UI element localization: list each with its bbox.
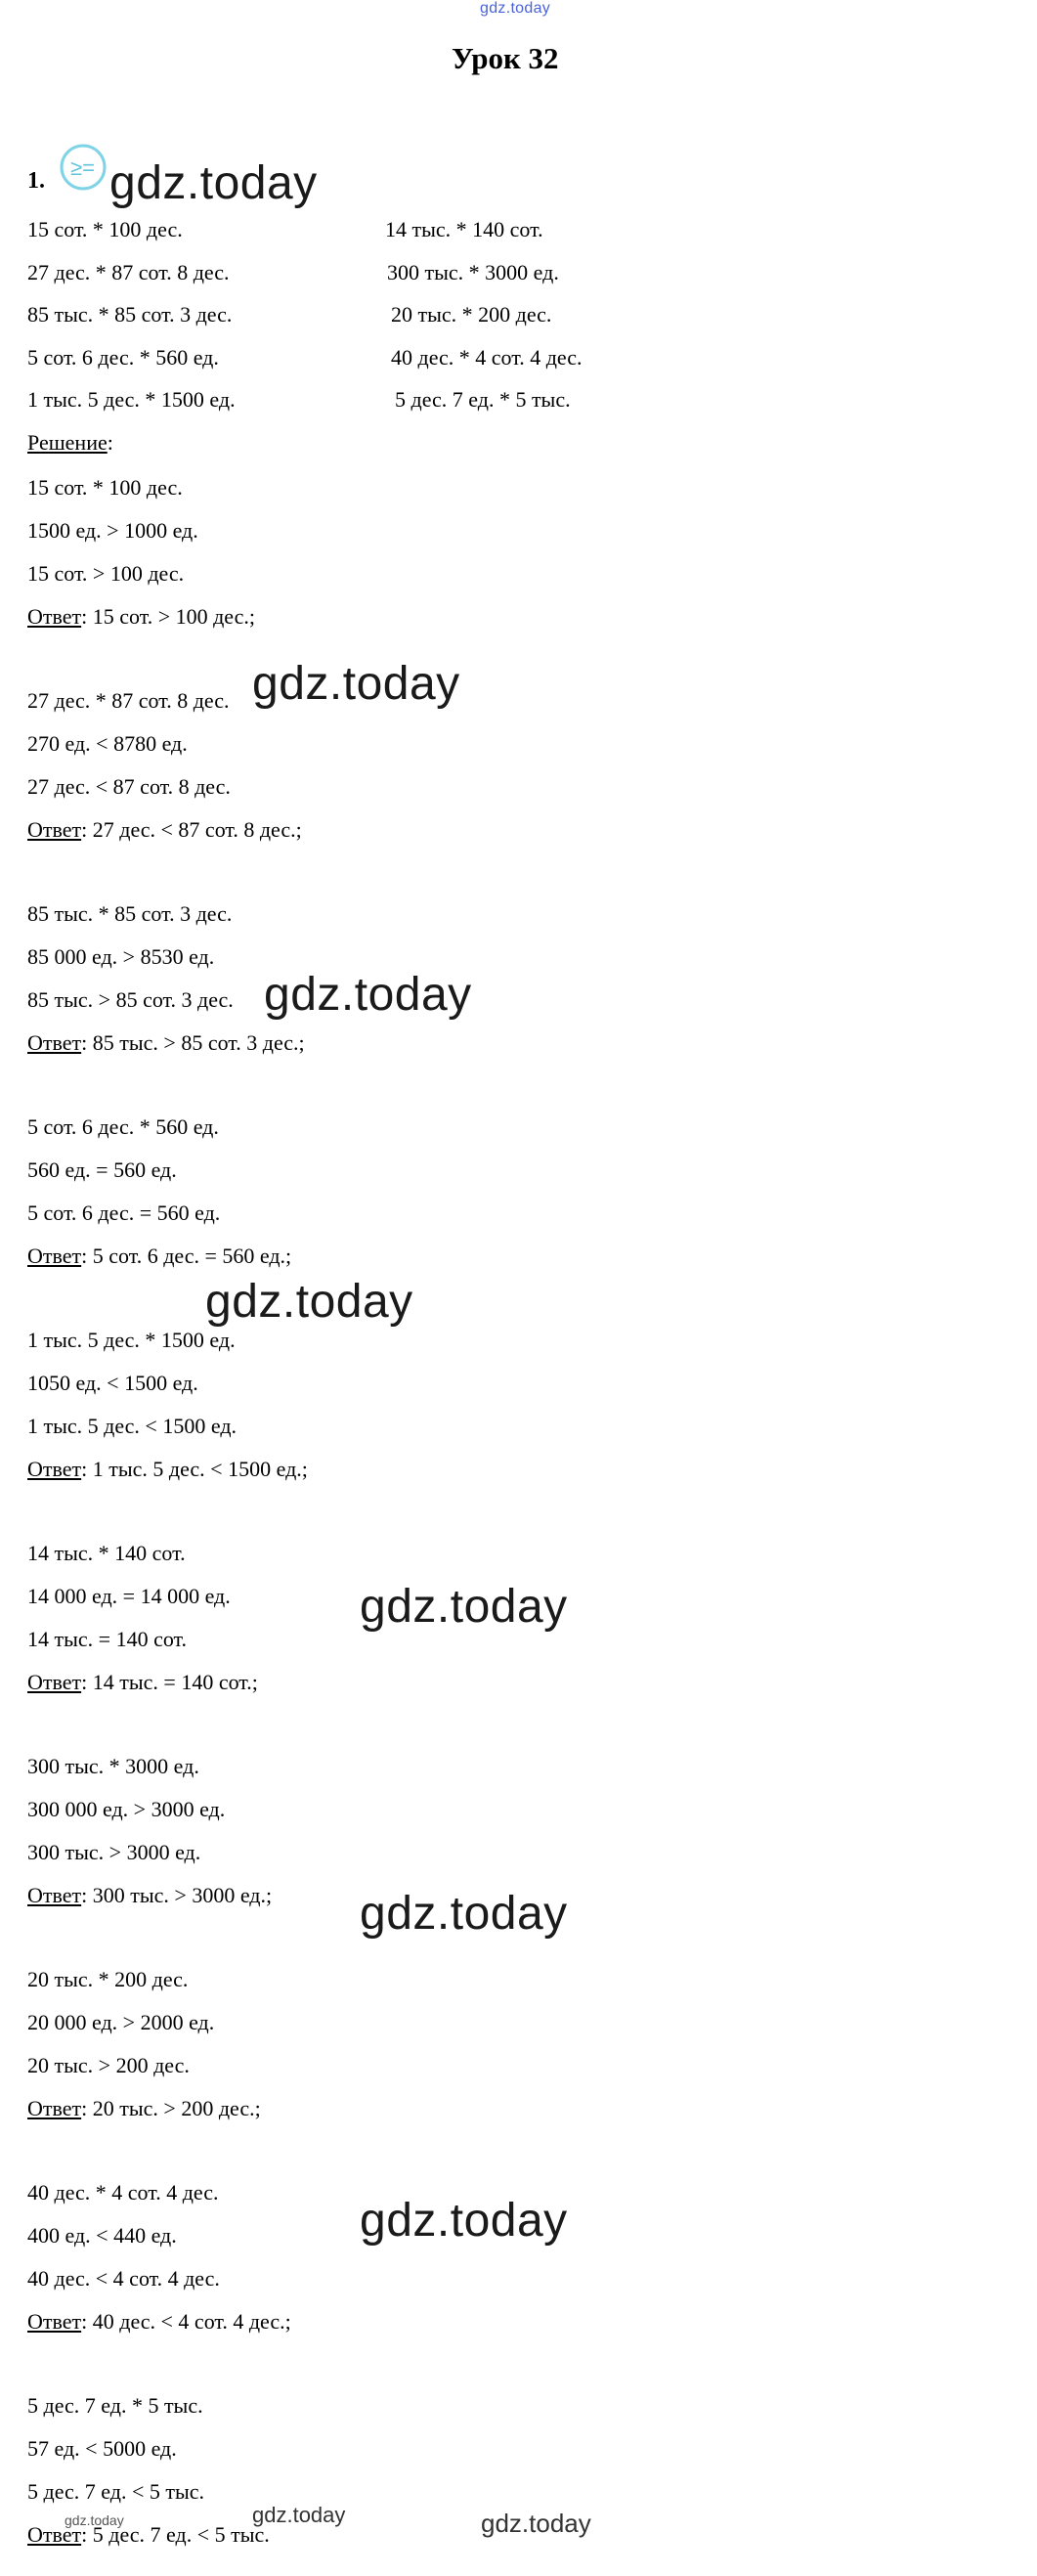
solution-line: 14 тыс. * 140 сот. bbox=[27, 1541, 186, 1565]
answer-line: Ответ: 1 тыс. 5 дес. < 1500 ед.; bbox=[27, 1457, 308, 1481]
answer-line: Ответ: 14 тыс. = 140 сот.; bbox=[27, 1670, 258, 1694]
solution-line: 5 сот. 6 дес. * 560 ед. bbox=[27, 1114, 219, 1139]
solution-line: 27 дес. * 87 сот. 8 дес. bbox=[27, 688, 230, 713]
solution-line: 1 тыс. 5 дес. * 1500 ед. bbox=[27, 1328, 236, 1352]
solution-line: 40 дес. < 4 сот. 4 дес. bbox=[27, 2266, 220, 2291]
watermark: gdz.today bbox=[360, 2195, 568, 2247]
solution-line: 560 ед. = 560 ед. bbox=[27, 1157, 177, 1182]
task-item: 14 тыс. * 140 сот. bbox=[385, 217, 543, 241]
watermark: gdz.today bbox=[481, 2509, 591, 2538]
page-title: Урок 32 bbox=[452, 41, 559, 75]
solution-line: 15 сот. > 100 дес. bbox=[27, 561, 185, 586]
task-item: 40 дес. * 4 сот. 4 дес. bbox=[391, 345, 583, 370]
gdz-logo-icon bbox=[59, 143, 108, 192]
solution-line: 1 тыс. 5 дес. < 1500 ед. bbox=[27, 1414, 238, 1438]
svg-text:≥=: ≥= bbox=[70, 155, 95, 180]
watermark: gdz.today bbox=[360, 1581, 568, 1633]
task-item: 5 дес. 7 ед. * 5 тыс. bbox=[395, 387, 571, 412]
watermark: gdz.today bbox=[252, 658, 460, 710]
watermark: gdz.today bbox=[252, 2503, 346, 2527]
solution-line: 1500 ед. > 1000 ед. bbox=[27, 518, 198, 543]
answer-line: Ответ: 27 дес. < 87 сот. 8 дес.; bbox=[27, 817, 302, 842]
solution-line: 20 тыс. > 200 дес. bbox=[27, 2053, 190, 2077]
solution-line: 14 тыс. = 140 сот. bbox=[27, 1627, 188, 1651]
watermark: gdz.today bbox=[264, 969, 472, 1021]
header-watermark: gdz.today bbox=[480, 0, 551, 17]
solution-line: 5 дес. 7 ед. * 5 тыс. bbox=[27, 2393, 203, 2418]
task-item: 85 тыс. * 85 сот. 3 дес. bbox=[27, 302, 233, 327]
watermark: gdz.today bbox=[205, 1276, 413, 1328]
solution-line: 85 тыс. > 85 сот. 3 дес. bbox=[27, 987, 234, 1012]
watermark: gdz.today bbox=[65, 2512, 124, 2528]
task-item: 1 тыс. 5 дес. * 1500 ед. bbox=[27, 387, 236, 412]
task-item: 20 тыс. * 200 дес. bbox=[391, 302, 552, 327]
solution-line: 20 тыс. * 200 дес. bbox=[27, 1967, 189, 1991]
task-item: 27 дес. * 87 сот. 8 дес. bbox=[27, 260, 230, 284]
solution-line: 15 сот. * 100 дес. bbox=[27, 475, 183, 500]
solution-line: 5 дес. 7 ед. < 5 тыс. bbox=[27, 2479, 205, 2504]
answer-line: Ответ: 15 сот. > 100 дес.; bbox=[27, 604, 255, 629]
solution-line: 270 ед. < 8780 ед. bbox=[27, 731, 188, 756]
answer-line: Ответ: 20 тыс. > 200 дес.; bbox=[27, 2096, 261, 2120]
solution-line: 1050 ед. < 1500 ед. bbox=[27, 1371, 198, 1395]
solution-line: 5 сот. 6 дес. = 560 ед. bbox=[27, 1201, 221, 1225]
solution-line: 57 ед. < 5000 ед. bbox=[27, 2436, 177, 2461]
watermark: gdz.today bbox=[109, 157, 318, 209]
task-item: 300 тыс. * 3000 ед. bbox=[387, 260, 559, 284]
task-number: 1. bbox=[27, 168, 45, 194]
task-item: 5 сот. 6 дес. * 560 ед. bbox=[27, 345, 219, 370]
task-item: 15 сот. * 100 дес. bbox=[27, 217, 183, 241]
solution-line: 20 000 ед. > 2000 ед. bbox=[27, 2010, 215, 2034]
answer-line: Ответ: 5 дес. 7 ед. < 5 тыс. bbox=[27, 2522, 270, 2547]
solution-line: 27 дес. < 87 сот. 8 дес. bbox=[27, 774, 231, 799]
answer-line: Ответ: 85 тыс. > 85 сот. 3 дес.; bbox=[27, 1030, 305, 1055]
solution-line: 14 000 ед. = 14 000 ед. bbox=[27, 1584, 231, 1608]
watermark: gdz.today bbox=[360, 1888, 568, 1940]
solution-line: 300 тыс. * 3000 ед. bbox=[27, 1754, 199, 1778]
answer-line: Ответ: 300 тыс. > 3000 ед.; bbox=[27, 1883, 273, 1907]
solution-line: 300 тыс. > 3000 ед. bbox=[27, 1840, 201, 1864]
answer-line: Ответ: 5 сот. 6 дес. = 560 ед.; bbox=[27, 1244, 292, 1268]
solution-line: 300 000 ед. > 3000 ед. bbox=[27, 1797, 226, 1821]
solution-line: 85 тыс. * 85 сот. 3 дес. bbox=[27, 901, 233, 926]
solution-line: 40 дес. * 4 сот. 4 дес. bbox=[27, 2180, 219, 2205]
answer-line: Ответ: 40 дес. < 4 сот. 4 дес.; bbox=[27, 2309, 291, 2334]
solution-line: 400 ед. < 440 ед. bbox=[27, 2223, 177, 2248]
solution-line: 85 000 ед. > 8530 ед. bbox=[27, 944, 215, 969]
solution-label: Решение: bbox=[27, 430, 113, 455]
